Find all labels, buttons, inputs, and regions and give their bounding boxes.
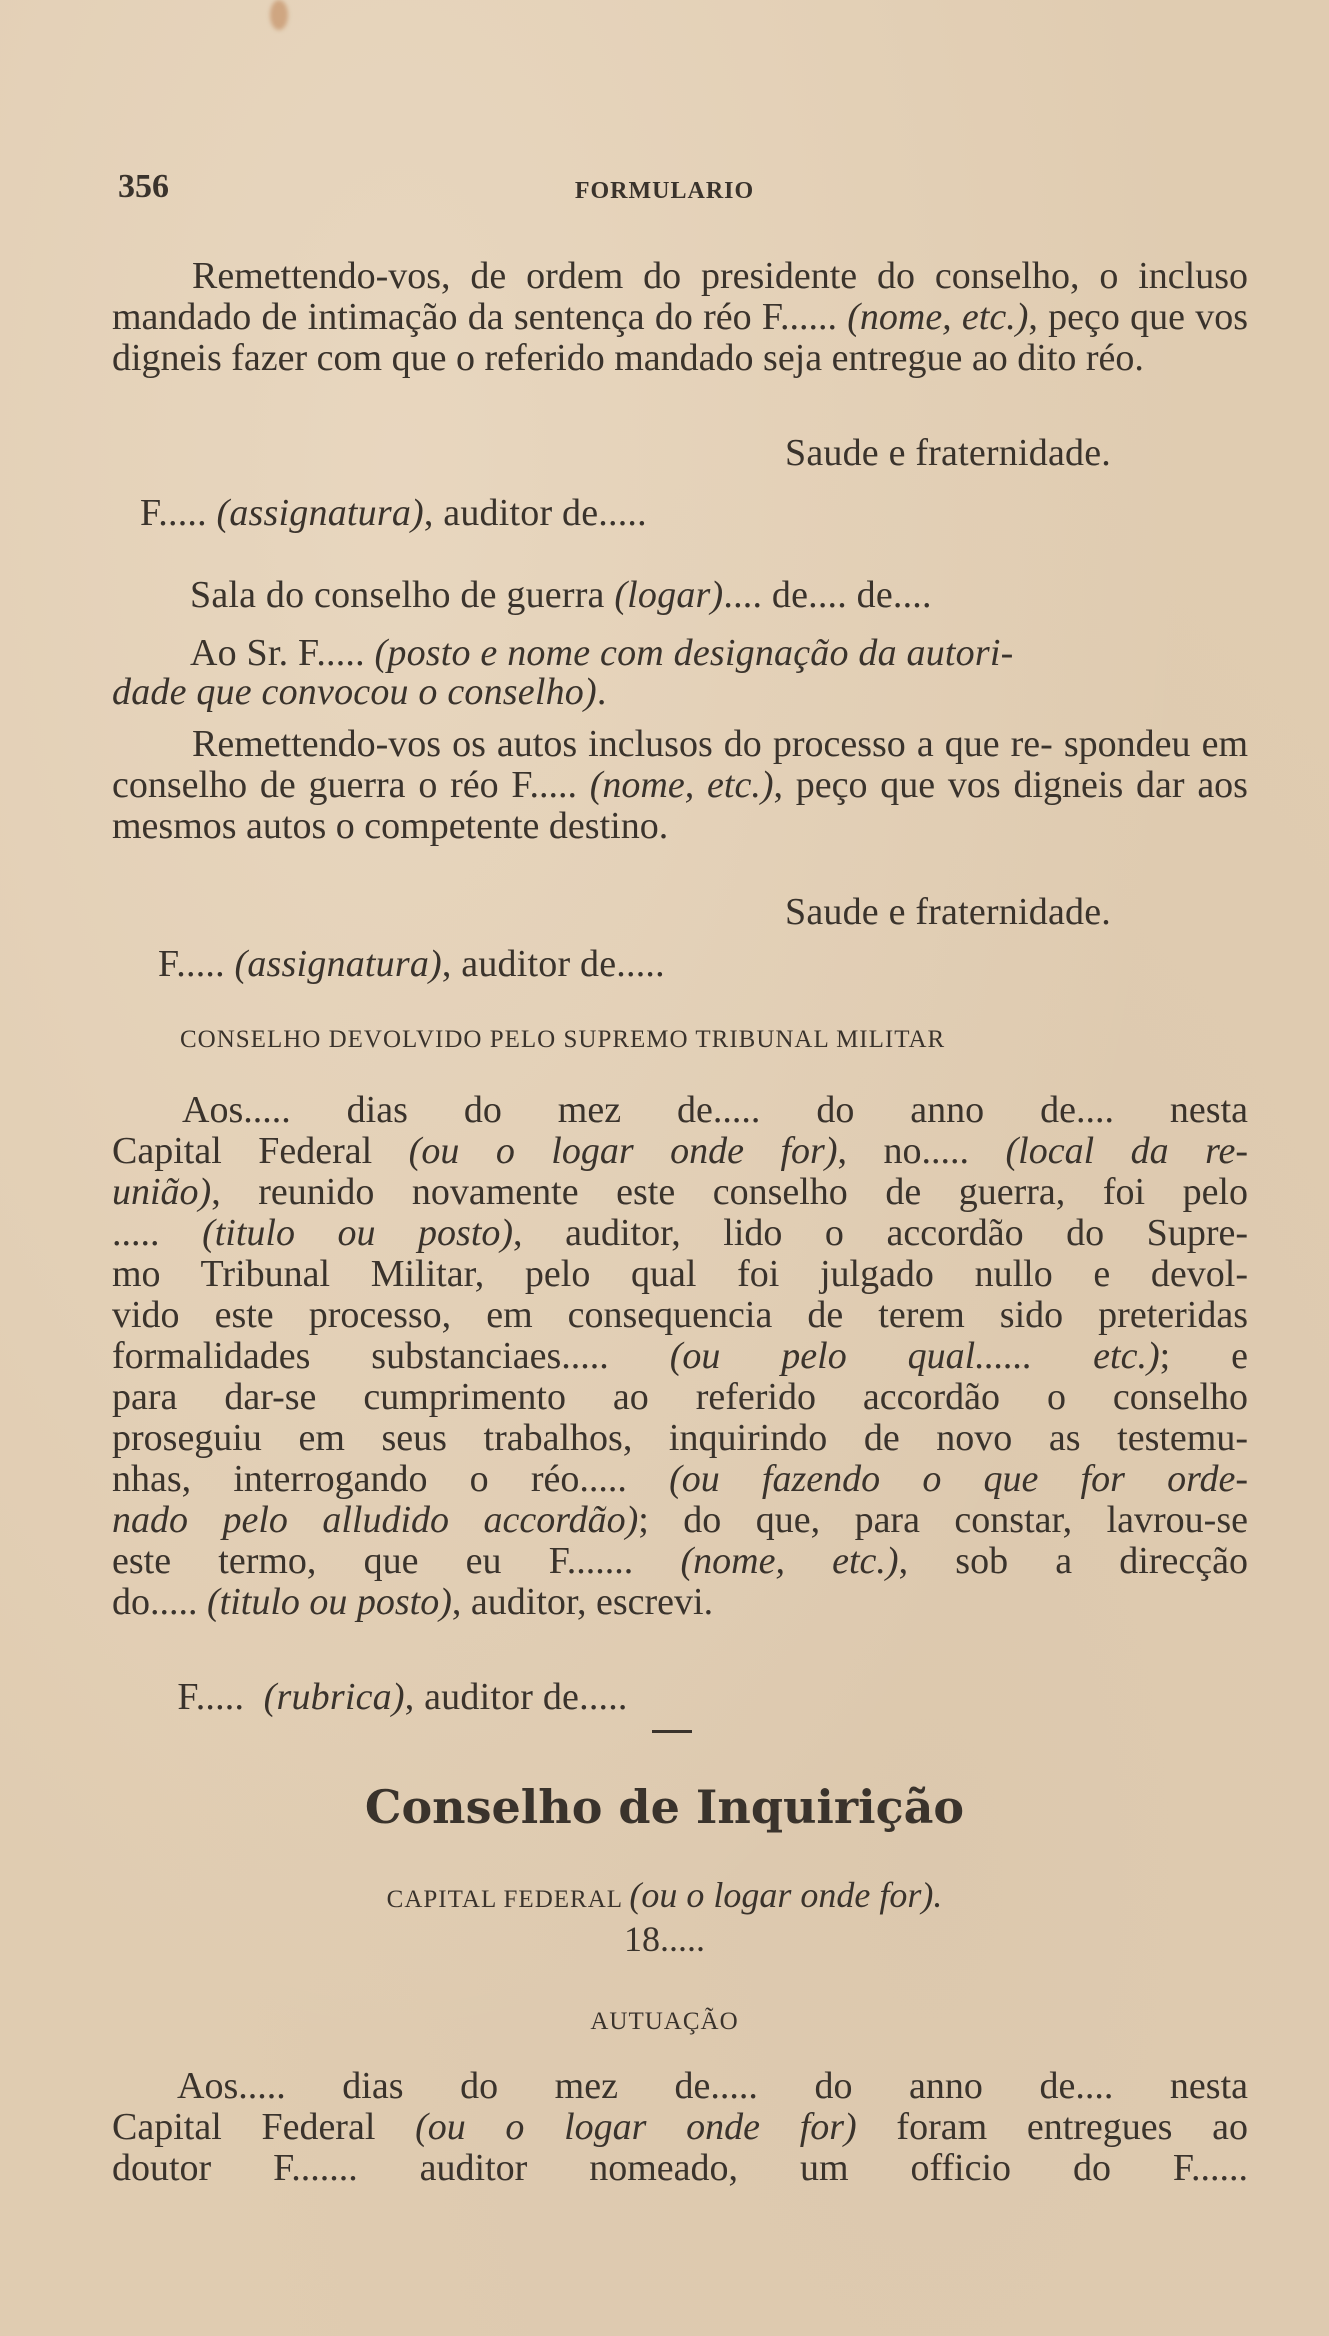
text: formalidades substanciaes..... — [112, 1335, 670, 1377]
text: Ao Sr. F..... — [190, 632, 375, 674]
text-italic: (nome, etc.) — [847, 296, 1029, 338]
text: .... de.... de.... — [723, 574, 932, 616]
text: Capital Federal — [112, 2106, 416, 2148]
text-line: vido este processo, em consequencia de terem sido preteridas — [112, 1294, 1248, 1336]
paragraph — [112, 2066, 1248, 2189]
text-line — [112, 2107, 1248, 2148]
text-line — [112, 1582, 1248, 1623]
text-line: Aos..... dias do mez de..... do anno de.... nesta — [177, 2065, 1248, 2107]
text-line: incluso mandado de intimação da sentença do réo F...... — [112, 255, 1248, 338]
signature — [158, 1640, 628, 1716]
text-line: doutor F....... auditor nomeado, um officio do F...... — [112, 2147, 1248, 2189]
text: ; do que, para constar, lavrou-se — [638, 1499, 1248, 1541]
text: , — [773, 764, 783, 806]
text: este termo, que eu F....... — [112, 1540, 681, 1582]
text-italic: (nome, etc.) — [680, 1540, 899, 1582]
section-heading: CONSELHO DEVOLVIDO PELO SUPREMO TRIBUNAL MILITAR — [180, 1026, 946, 1053]
running-title: FORMULARIO — [574, 178, 755, 204]
text: Aos..... dias do mez de..... do anno de.... nesta — [182, 1089, 1248, 1131]
text: , sob a direcção — [898, 1540, 1248, 1582]
place-date — [190, 576, 932, 614]
text-line — [112, 1090, 1248, 1131]
text-italic: (local da re- — [1005, 1130, 1248, 1172]
text-line: peço que vos digneis dar aos mesmos autos o competente — [112, 764, 1248, 847]
text: , auditor de..... — [404, 1676, 628, 1718]
text-italic: (ou o logar onde for). — [629, 1875, 943, 1915]
text: , no..... — [837, 1130, 1006, 1172]
page-number: 356 — [118, 168, 169, 205]
text: foram entregues ao — [856, 2106, 1248, 2148]
closing: Saude e fraternidade. — [785, 432, 1111, 474]
text-line: spondeu em conselho de guerra o réo F..... — [112, 723, 1248, 806]
subheading: AUTUAÇÃO — [590, 2008, 739, 2035]
text-italic: (ou o logar onde for) — [415, 2106, 857, 2148]
text-line: Remettendo-vos os autos inclusos do processo a que re- — [192, 723, 1053, 765]
text-line — [112, 1500, 1248, 1541]
text-line: mandado seja entregue ao dito réo. — [614, 337, 1144, 379]
text-italic: (nome, etc.) — [589, 764, 774, 806]
text-italic: (logar) — [614, 574, 724, 616]
text: do..... — [112, 1581, 207, 1623]
text: . — [596, 671, 607, 713]
text-line: mo Tribunal Militar, pelo qual foi julgado nullo e devol- — [112, 1253, 1248, 1295]
text: Sala do conselho de guerra — [190, 574, 615, 616]
text-line — [112, 1541, 1248, 1582]
text-line: para dar-se cumprimento ao referido accordão o conselho — [112, 1376, 1248, 1418]
addressee-line1 — [190, 634, 1013, 672]
text-italic: nado pelo alludido accordão) — [112, 1499, 639, 1541]
text-line — [112, 1213, 1248, 1254]
text: ..... — [112, 1212, 203, 1254]
text-italic: (ou o logar onde for) — [408, 1130, 838, 1172]
place-line — [0, 1874, 1329, 1916]
paragraph — [112, 724, 1248, 847]
closing: Saude e fraternidade. — [785, 891, 1111, 933]
text-italic: (posto e nome com designação da autori- — [374, 632, 1014, 674]
addressee-line2 — [112, 673, 607, 711]
paragraph — [112, 256, 1248, 379]
text: Capital Federal — [112, 1130, 409, 1172]
text-italic: (titulo ou posto) — [202, 1212, 514, 1254]
text-italic: união) — [112, 1171, 212, 1213]
text: F..... — [158, 943, 235, 985]
paragraph — [112, 1090, 1248, 1623]
text: , auditor de..... — [441, 943, 665, 985]
text-line — [112, 1459, 1248, 1500]
year: 18..... — [624, 1919, 705, 1959]
text-italic: (titulo ou posto) — [207, 1581, 452, 1623]
section-title: Conselho de Inquirição — [364, 1780, 965, 1834]
text: , auditor, escrevi. — [451, 1581, 714, 1623]
text: , auditor de..... — [423, 492, 647, 534]
text-line: proseguiu em seus trabalhos, inquirindo de novo as testemu- — [112, 1417, 1248, 1459]
text: F..... — [177, 1676, 264, 1718]
text-italic: (assignatura) — [234, 943, 442, 985]
text-italic: (assignatura) — [216, 492, 424, 534]
text: nhas, interrogando o réo..... — [112, 1458, 670, 1500]
text-line — [112, 1131, 1248, 1172]
text: CAPITAL FEDERAL — [386, 1886, 630, 1913]
text-line — [112, 1336, 1248, 1377]
text-italic: (rubrica) — [263, 1676, 405, 1718]
text: F..... — [140, 492, 217, 534]
text: ; e — [1159, 1335, 1248, 1377]
text: , auditor, lido o accordão do Supre- — [513, 1212, 1248, 1254]
paper-stain — [270, 0, 288, 30]
text-italic: dade que convocou o conselho) — [112, 671, 597, 713]
text-line: destino. — [548, 805, 669, 847]
divider — [652, 1730, 692, 1733]
signature — [158, 945, 665, 983]
text-italic: (ou fazendo o que for orde- — [669, 1458, 1248, 1500]
text-italic: (ou pelo qual...... etc.) — [669, 1335, 1160, 1377]
text-line — [112, 1172, 1248, 1213]
signature — [140, 494, 647, 532]
text: , reunido novamente este conselho de guerra, foi pelo — [211, 1171, 1248, 1213]
text-line: Remettendo-vos, de ordem do presidente do conselho, o — [192, 255, 1119, 297]
text-line: , peço que vos digneis fazer com que o referido — [112, 296, 1248, 379]
